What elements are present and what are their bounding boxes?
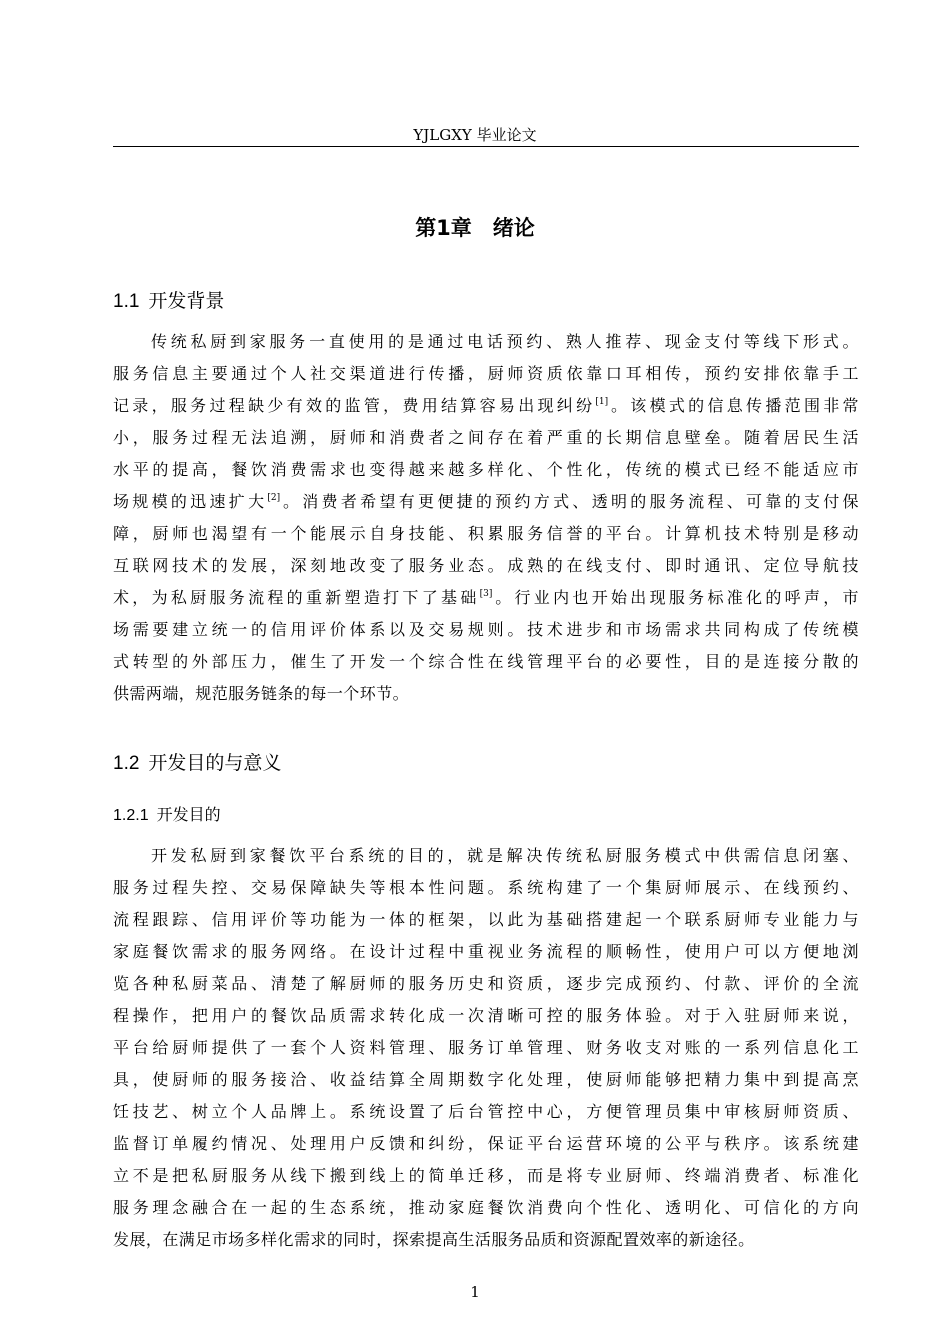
section-number: 1.1: [113, 291, 140, 312]
paragraph-line: 场需要建立统一的信用评价体系以及交易规则。技术进步和市场需求共同构成了传统模: [113, 620, 859, 639]
paragraph-line: 流程跟踪、信用评价等功能为一体的框架，以此为基础搭建起一个联系厨师专业能力与: [113, 910, 859, 929]
paragraph-line: 服务过程失控、交易保障缺失等根本性问题。系统构建了一个集厨师展示、在线预约、: [113, 878, 859, 897]
paragraph-line: 小，服务过程无法追溯，厨师和消费者之间存在着严重的长期信息壁垒。随着居民生活: [113, 428, 859, 447]
paragraph-line: 程操作，把用户的餐饮品质需求转化成一次清晰可控的服务体验。对于入驻厨师来说，: [113, 1006, 859, 1025]
paragraph-line: 览各种私厨菜品、清楚了解厨师的服务历史和资质，逐步完成预约、付款、评价的全流: [113, 974, 859, 993]
paragraph-line: 互联网技术的发展，深刻地改变了服务业态。成熟的在线支付、即时通讯、定位导航技: [113, 556, 859, 575]
paragraph-line: [113, 486, 859, 518]
subsection-heading-1-2-1: [113, 804, 221, 827]
paragraph-line: 障，厨师也渴望有一个能展示自身技能、积累服务信誉的平台。计算机技术特别是移动: [113, 524, 859, 543]
paragraph-line: 发展，在满足市场多样化需求的同时，探索提高生活服务品质和资源配置效率的新途径。: [113, 1230, 755, 1249]
citation-3: [3]: [479, 589, 493, 599]
paragraph-line: 水平的提高，餐饮消费需求也变得越来越多样化、个性化，传统的模式已经不能适应市: [113, 460, 859, 479]
page-number: 1: [470, 1283, 480, 1301]
paragraph-line: 传统私厨到家服务一直使用的是通过电话预约、熟人推荐、现金支付等线下形式。: [151, 332, 859, 351]
paragraph-line: 开发私厨到家餐饮平台系统的目的，就是解决传统私厨服务模式中供需信息闭塞、: [151, 846, 859, 865]
paragraph-line: 式转型的外部压力，催生了开发一个综合性在线管理平台的必要性，目的是连接分散的: [113, 652, 859, 671]
section-heading-1-2: [113, 750, 281, 777]
header-divider: [113, 146, 859, 147]
paragraph-line: 平台给厨师提供了一套个人资料管理、服务订单管理、财务收支对账的一系列信息化工: [113, 1038, 859, 1057]
line-text: 场规模的迅速扩大: [113, 492, 268, 511]
running-header: YJLGXY 毕业论文: [413, 126, 537, 144]
paragraph-line: 服务理念融合在一起的生态系统，推动家庭餐饮消费向个性化、透明化、可信化的方向: [113, 1198, 859, 1217]
paragraph-development-purpose: [113, 840, 859, 1256]
paragraph-line: [113, 582, 859, 614]
paragraph-line: 家庭餐饮需求的服务网络。在设计过程中重视业务流程的顺畅性，使用户可以方便地浏: [113, 942, 859, 961]
citation-2: [2]: [267, 493, 281, 503]
line-text: 术，为私厨服务流程的重新塑造打下了基础: [113, 588, 480, 607]
line-text: 。消费者希望有更便捷的预约方式、透明的服务流程、可靠的支付保: [280, 492, 859, 511]
section-heading-1-1: [113, 288, 224, 315]
paragraph-line: 监督订单履约情况、处理用户反馈和纠纷，保证平台运营环境的公平与秩序。该系统建: [113, 1134, 859, 1153]
chapter-title: 第1章 绪论: [415, 216, 535, 240]
citation-1: [1]: [595, 397, 609, 407]
paragraph-line: 供需两端，规范服务链条的每一个环节。: [113, 684, 410, 703]
section-number: 1.2: [113, 753, 140, 774]
line-text: 。该模式的信息传播范围非常: [608, 396, 859, 415]
section-title: 开发目的与意义: [148, 752, 282, 774]
section-title: 开发背景: [148, 290, 225, 312]
paragraph-line: 具，使厨师的服务接洽、收益结算全周期数字化处理，使厨师能够把精力集中到提高烹: [113, 1070, 859, 1089]
subsection-number: 1.2.1: [113, 807, 149, 824]
paragraph-development-background: [113, 326, 859, 710]
paragraph-line: 立不是把私厨服务从线下搬到线上的简单迁移，而是将专业厨师、终端消费者、标准化: [113, 1166, 859, 1185]
paragraph-line: 服务信息主要通过个人社交渠道进行传播，厨师资质依靠口耳相传，预约安排依靠手工: [113, 364, 859, 383]
line-text: 。行业内也开始出现服务标准化的呼声，市: [492, 588, 859, 607]
line-text: 记录，服务过程缺少有效的监管，费用结算容易出现纠纷: [113, 396, 596, 415]
paragraph-line: [113, 390, 859, 422]
subsection-title: 开发目的: [156, 805, 221, 824]
paragraph-line: 饪技艺、树立个人品牌上。系统设置了后台管控中心，方便管理员集中审核厨师资质、: [113, 1102, 859, 1121]
